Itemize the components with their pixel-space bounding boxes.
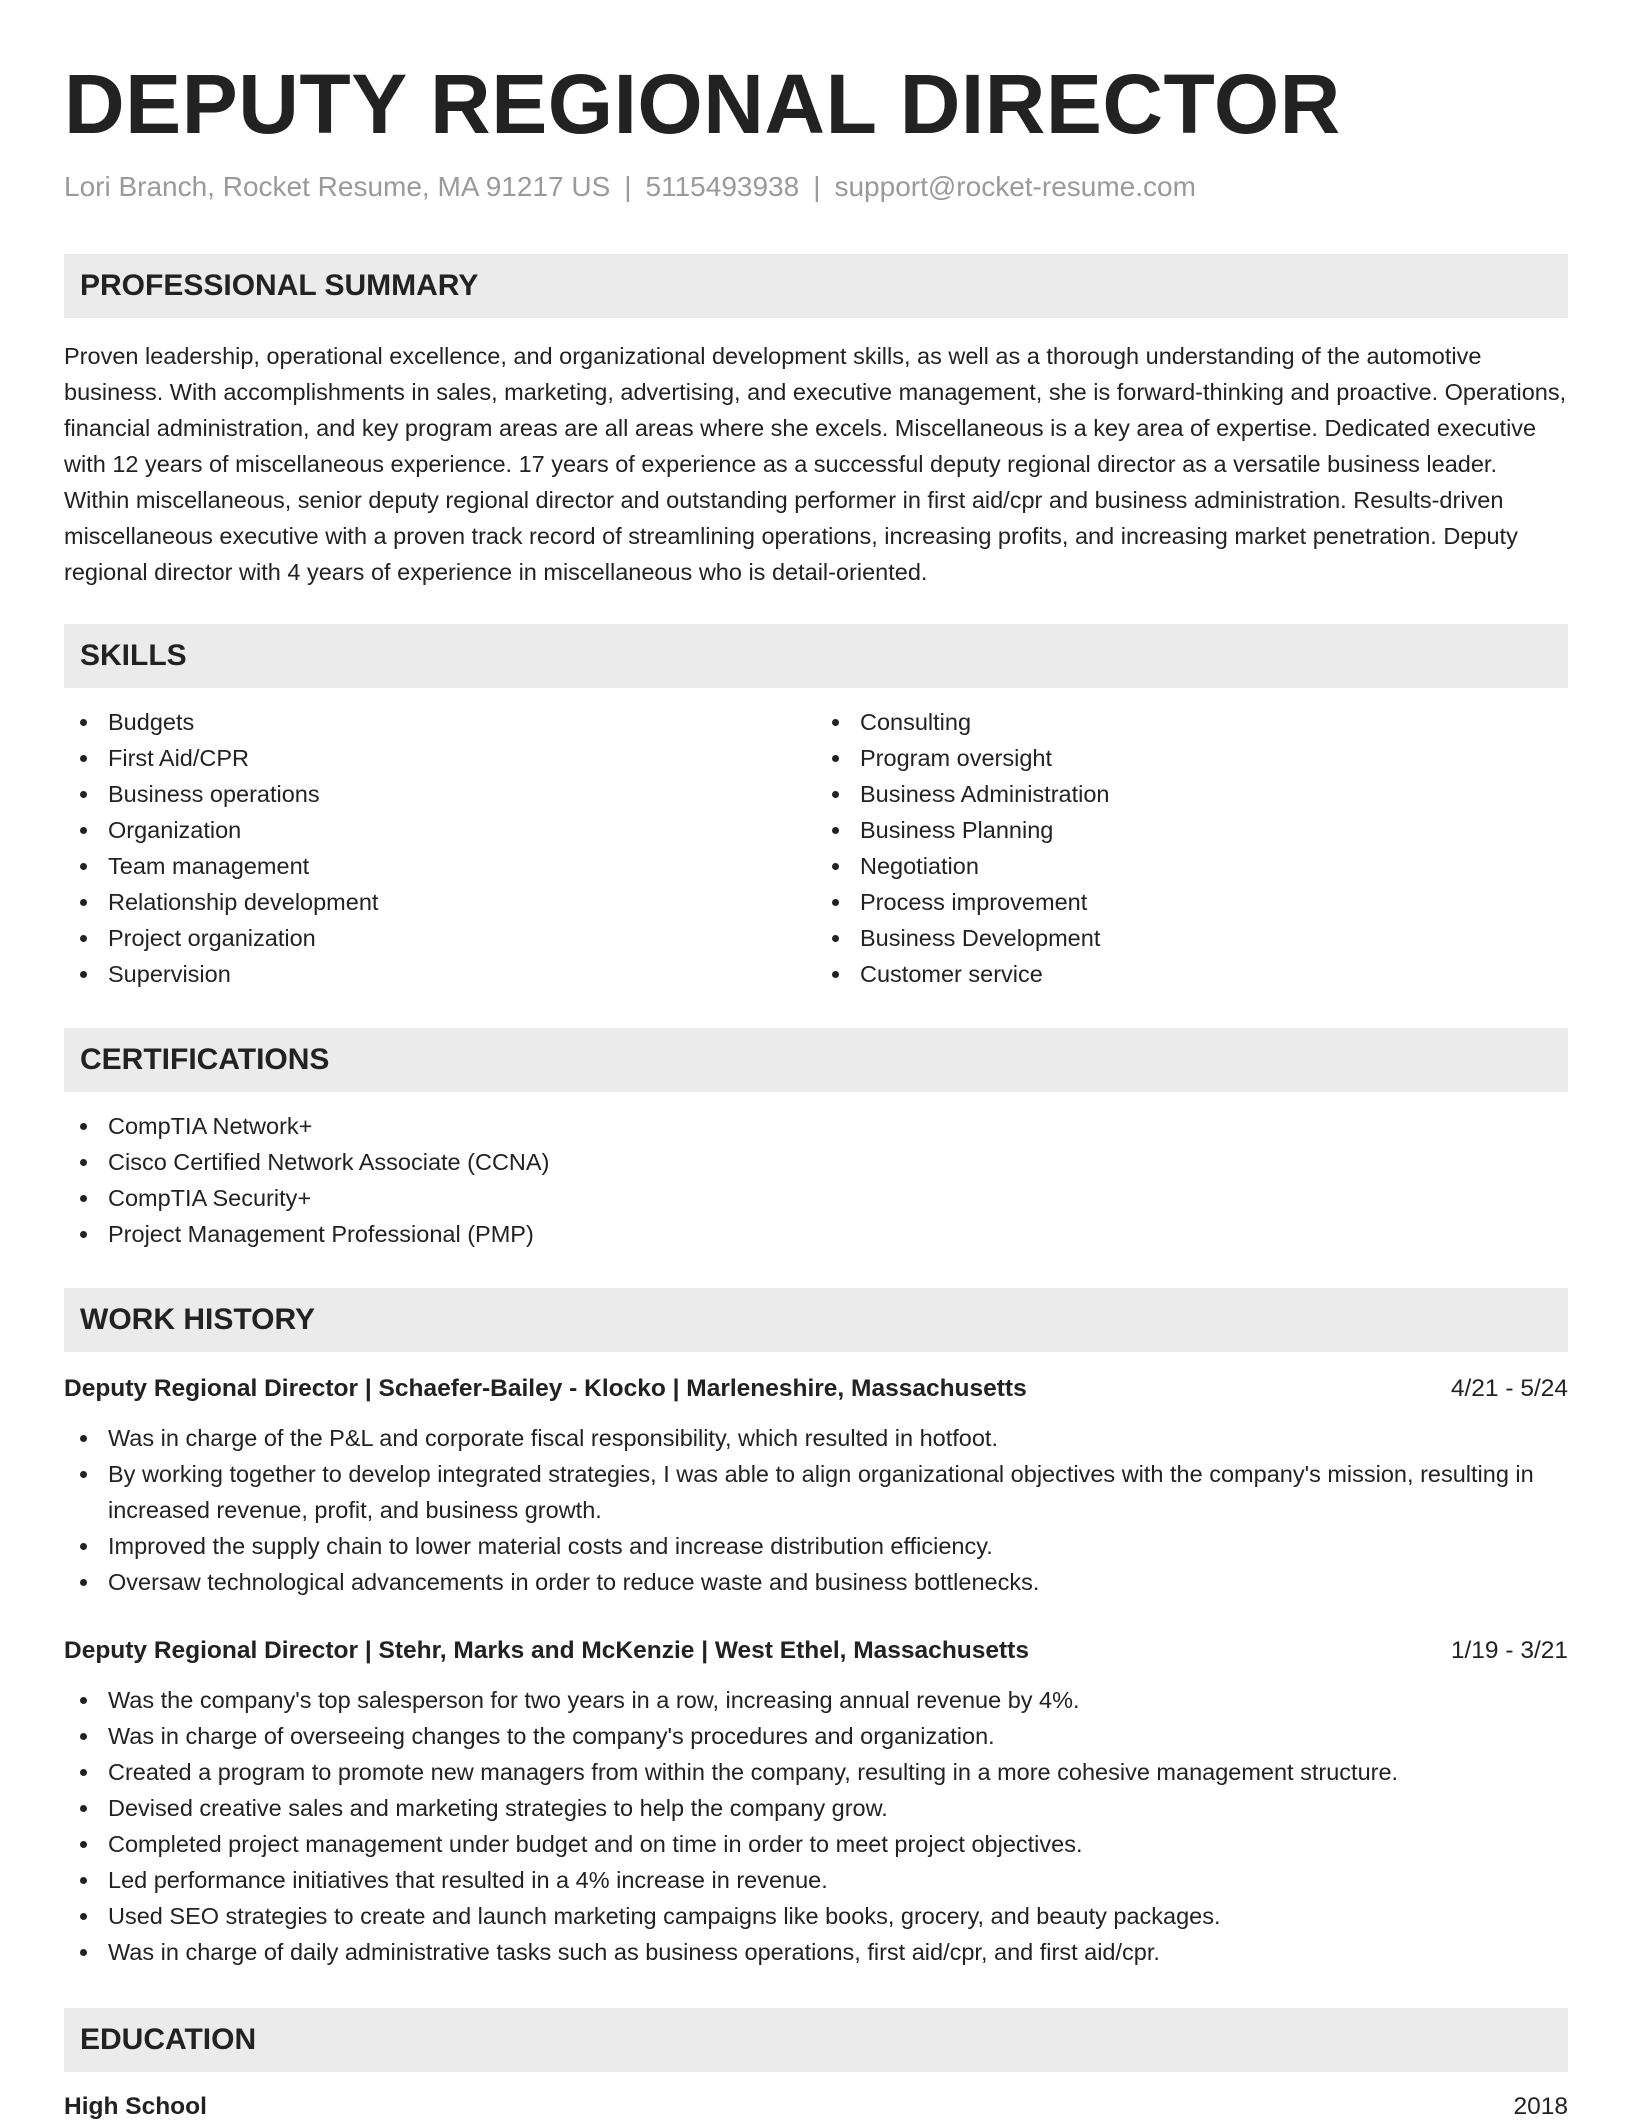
job-title: Deputy Regional Director | Schaefer-Bailey - Klocko | Marleneshire, Massachusetts [64,1375,1027,1402]
page-title: DEPUTY REGIONAL DIRECTOR [64,57,1341,151]
skill-item: Relationship development [64,884,816,920]
skill-item: First Aid/CPR [64,740,816,776]
skill-item: Team management [64,848,816,884]
job-title: Deputy Regional Director | Stehr, Marks and McKenzie | West Ethel, Massachusetts [64,1637,1029,1664]
education-school: High School [64,2093,207,2120]
job-bullet: Completed project management under budget and on time in order to meet project objectives. [64,1826,1568,1862]
job-bullet: Improved the supply chain to lower material costs and increase distribution efficiency. [64,1528,1568,1564]
summary-text: Proven leadership, operational excellence, and organizational development skills, as well as a thorough understanding of the automotive business. With accomplishments in sales, marketing, advertising, and executive management, she is forward-thinking and proactive. Operations, financial administration, and key program areas are all areas where she excels. Miscellaneous is a key area of expertise. Dedicated executive with 12 years of miscellaneous experience. 17 years of experience as a successful deputy regional director as a versatile business leader. Within miscellaneous, senior deputy regional director and outstanding performer in first aid/cpr and business administration. Results-driven miscellaneous executive with a proven track record of streamlining operations, increasing profits, and increasing market penetration. Deputy regional director with 4 years of experience in miscellaneous who is detail-oriented. [64,343,1567,585]
job-bullet: Created a program to promote new managers from within the company, resulting in a more cohesive management structure. [64,1754,1568,1790]
job-bullet: Was in charge of the P&L and corporate fiscal responsibility, which resulted in hotfoot. [64,1420,1568,1456]
certifications-heading: CERTIFICATIONS [64,1028,1568,1092]
job-header [64,1634,1568,1668]
job-bullets [64,1420,1568,1600]
certification-item: Cisco Certified Network Associate (CCNA) [64,1144,1568,1180]
skill-item: Supervision [64,956,816,992]
certifications-list [64,1108,1568,1252]
skills-grid [64,704,1568,992]
skill-item: Business Development [816,920,1568,956]
skill-item: Program oversight [816,740,1568,776]
certification-item: Project Management Professional (PMP) [64,1216,1568,1252]
job-bullet: Was in charge of overseeing changes to the company's procedures and organization. [64,1718,1568,1754]
education-year: 2018 [1513,2093,1568,2120]
skill-item: Negotiation [816,848,1568,884]
skill-item: Consulting [816,704,1568,740]
education-heading: EDUCATION [64,2008,1568,2072]
job-bullet: Was the company's top salesperson for two years in a row, increasing annual revenue by 4%. [64,1682,1568,1718]
job-bullets [64,1682,1568,1970]
contact-line [64,170,1568,204]
skills-list-left [64,704,816,992]
certification-item: CompTIA Network+ [64,1108,1568,1144]
skill-item: Organization [64,812,816,848]
job-dates: 4/21 - 5/24 [1450,1375,1568,1402]
job-dates: 1/19 - 3/21 [1450,1637,1568,1664]
job-bullet: Oversaw technological advancements in order to reduce waste and business bottlenecks. [64,1564,1568,1600]
skill-item: Customer service [816,956,1568,992]
job-entry [64,1634,1568,1970]
summary-heading: PROFESSIONAL SUMMARY [64,254,1568,318]
contact-phone: 5115493938 [645,171,800,202]
skill-item: Process improvement [816,884,1568,920]
skill-item: Business Planning [816,812,1568,848]
skill-item: Project organization [64,920,816,956]
contact-email: support@rocket-resume.com [834,171,1196,202]
certification-item: CompTIA Security+ [64,1180,1568,1216]
job-bullet: Led performance initiatives that resulted in a 4% increase in revenue. [64,1862,1568,1898]
job-entry [64,1372,1568,1600]
contact-separator: | [813,171,821,202]
job-bullet: Used SEO strategies to create and launch marketing campaigns like books, grocery, and beauty packages. [64,1898,1568,1934]
contact-separator: | [624,171,632,202]
job-bullet: Devised creative sales and marketing strategies to help the company grow. [64,1790,1568,1826]
skills-heading: SKILLS [64,624,1568,688]
contact-address: Lori Branch, Rocket Resume, MA 91217 US [64,171,611,202]
job-header [64,1372,1568,1406]
skill-item: Budgets [64,704,816,740]
skills-list-right [816,704,1568,992]
skill-item: Business Administration [816,776,1568,812]
job-bullet: Was in charge of daily administrative tasks such as business operations, first aid/cpr, and first aid/cpr. [64,1934,1568,1970]
work-history-heading: WORK HISTORY [64,1288,1568,1352]
job-bullet: By working together to develop integrated strategies, I was able to align organizational objectives with the company's mission, resulting in increased revenue, profit, and business growth. [64,1456,1568,1528]
skill-item: Business operations [64,776,816,812]
education-entry [64,2090,1568,2124]
